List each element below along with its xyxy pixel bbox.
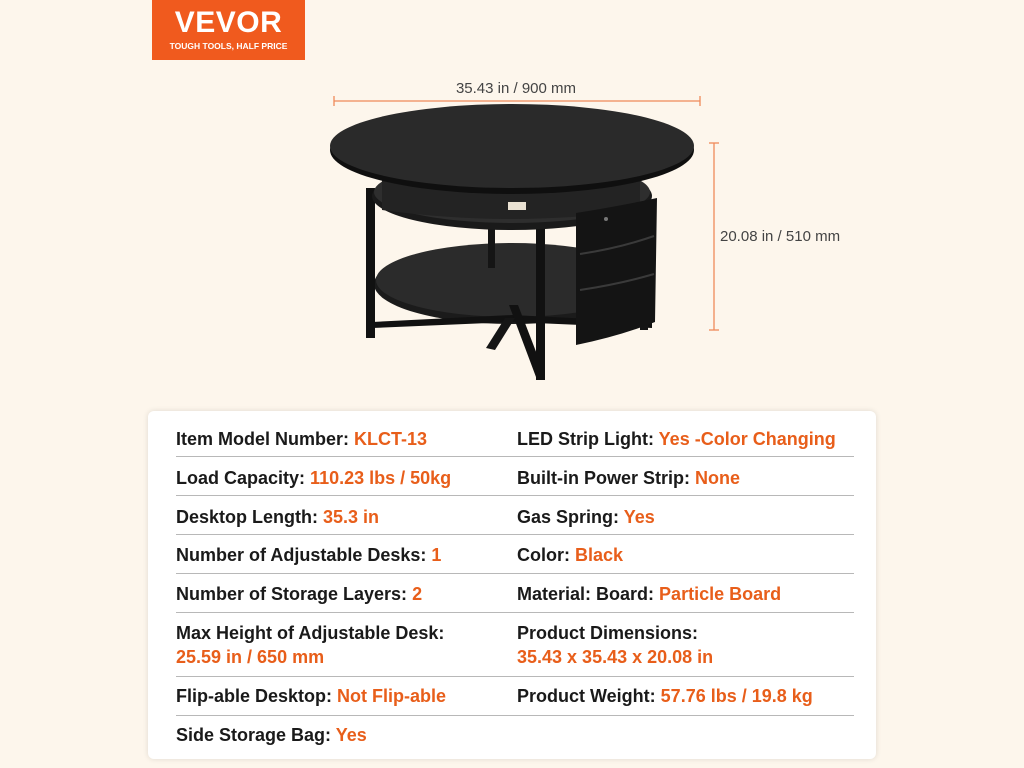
brand-tagline: TOUGH TOOLS, HALF PRICE (169, 41, 288, 51)
brand-name: VEVOR (174, 6, 283, 39)
spec-value: 2 (412, 584, 423, 604)
spec-label: Built-in Power Strip: (517, 468, 690, 488)
spec-value: 35.3 in (323, 507, 380, 527)
spec-label: Product Dimensions: (517, 623, 699, 643)
spec-row (176, 427, 854, 457)
spec-value: Not Flip-able (337, 686, 447, 706)
height-dimension-label: 20.08 in / 510 mm (720, 228, 841, 245)
spec-flip-able-desktop (176, 684, 446, 708)
spec-item-model-number (176, 427, 427, 451)
spec-label: Color: (517, 545, 570, 565)
spec-label: Product Weight: (517, 686, 656, 706)
spec-row (176, 684, 854, 716)
spec-label: Load Capacity: (176, 468, 306, 488)
specifications-card (148, 411, 876, 759)
spec-value: Yes (623, 507, 655, 527)
spec-load-capacity (176, 466, 451, 490)
spec-value: Particle Board (659, 584, 782, 604)
spec-color (517, 543, 623, 567)
spec-value: None (695, 468, 741, 488)
spec-product-weight (517, 684, 813, 708)
spec-built-in-power-strip (517, 466, 740, 490)
width-dimension-label: 35.43 in / 900 mm (455, 80, 577, 97)
spec-material-board (517, 582, 781, 606)
coffee-table-illustration (330, 104, 694, 380)
spec-desktop-length (176, 505, 379, 529)
spec-number-of-storage-layers (176, 582, 422, 606)
spec-value: 25.59 in / 650 mm (176, 647, 325, 667)
spec-label: Side Storage Bag: (176, 725, 332, 745)
spec-value: 35.43 x 35.43 x 20.08 in (517, 647, 714, 667)
spec-label: Number of Storage Layers: (176, 584, 408, 604)
spec-label: Desktop Length: (176, 507, 318, 527)
spec-row (176, 505, 854, 535)
spec-label: Max Height of Adjustable Desk: (176, 623, 445, 643)
spec-gas-spring (517, 505, 655, 529)
spec-value: Black (575, 545, 624, 565)
spec-value: 57.76 lbs / 19.8 kg (660, 686, 813, 706)
spec-label: Flip-able Desktop: (176, 686, 333, 706)
spec-label: Material: Board: (517, 584, 655, 604)
spec-max-height-adjustable-desk (176, 621, 444, 669)
spec-label: Item Model Number: (176, 429, 350, 449)
spec-product-dimensions (517, 621, 713, 669)
height-dimension-line (709, 143, 719, 330)
spec-value: Yes (335, 725, 367, 745)
spec-led-strip-light (517, 427, 836, 451)
spec-value: Yes -Color Changing (658, 429, 836, 449)
spec-side-storage-bag (176, 723, 367, 747)
spec-row (176, 723, 854, 751)
spec-row (176, 621, 854, 677)
spec-label: Gas Spring: (517, 507, 620, 527)
spec-row (176, 582, 854, 613)
spec-value: KLCT-13 (354, 429, 428, 449)
spec-row (176, 466, 854, 496)
spec-value: 1 (431, 545, 442, 565)
spec-row (176, 543, 854, 574)
spec-label: LED Strip Light: (517, 429, 654, 449)
spec-value: 110.23 lbs / 50kg (310, 468, 452, 488)
spec-number-of-adjustable-desks (176, 543, 441, 567)
spec-label: Number of Adjustable Desks: (176, 545, 427, 565)
